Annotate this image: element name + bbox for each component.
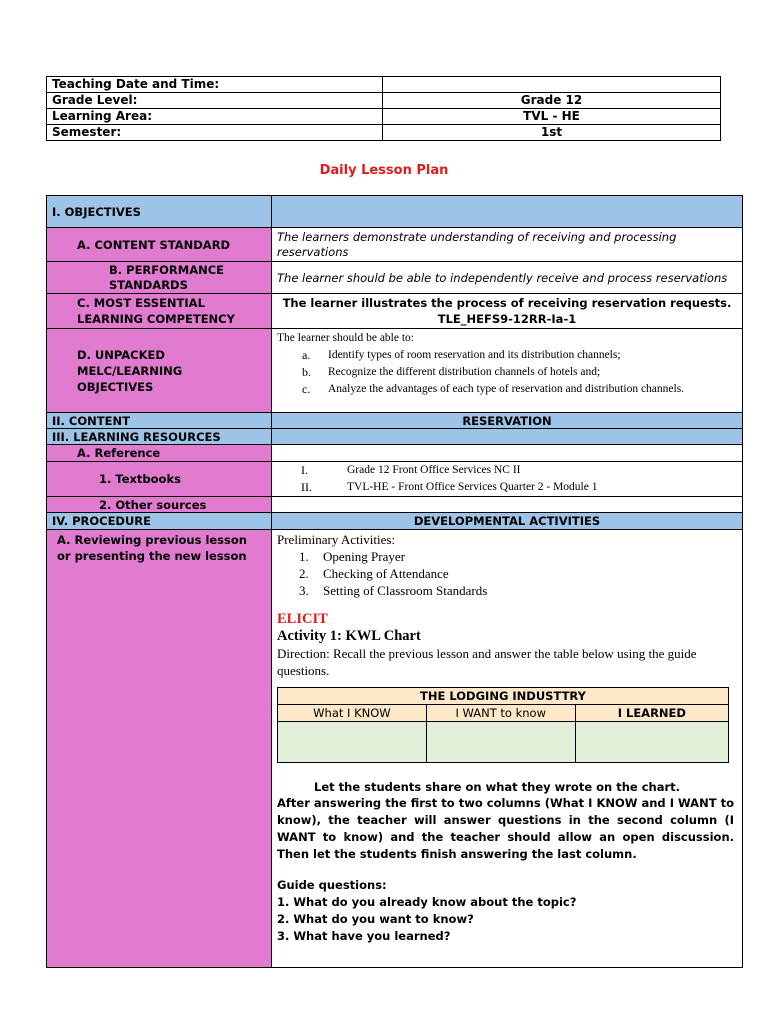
step-a-cell — [272, 530, 743, 968]
content-heading: II. CONTENT — [47, 413, 272, 429]
procedure-heading: IV. PROCEDURE — [47, 513, 272, 530]
semester-label: Semester: — [47, 125, 383, 141]
kwl-header-row — [278, 705, 729, 722]
date-label: Teaching Date and Time: — [47, 77, 383, 93]
guide-question: 3. What have you learned? — [277, 929, 451, 943]
step-a-row — [47, 530, 743, 968]
content-row — [47, 413, 743, 429]
guide-heading: Guide questions: — [277, 878, 387, 892]
resources-heading: III. LEARNING RESOURCES — [47, 429, 272, 445]
area-value: TVL - HE — [383, 109, 721, 125]
melc-code: TLE_HEFS9-12RR-Ia-1 — [437, 312, 577, 326]
unpacked-item: b. Recognize the different distribution channels of hotels and; — [302, 365, 601, 379]
textbook-item: I. Grade 12 Front Office Services NC II — [301, 463, 521, 477]
other-sources-row — [47, 497, 743, 513]
content-standard-text: The learners demonstrate understanding of receiving and processing reservations — [272, 228, 743, 262]
kwl-title-row — [278, 688, 729, 705]
kwl-cell-know[interactable] — [278, 722, 427, 763]
kwl-col-know: What I KNOW — [278, 705, 427, 722]
procedure-row — [47, 513, 743, 530]
unpacked-intro: The learner should be able to: — [277, 332, 414, 344]
activity-direction: Direction: Recall the previous lesson and answer the table below using the guide questions. — [277, 646, 697, 678]
textbooks-row — [47, 462, 743, 497]
reference-blank — [272, 445, 743, 462]
header-row-semester — [47, 125, 721, 141]
share-instruction: Let the students share on what they wrote on the chart. — [314, 780, 681, 794]
semester-value: 1st — [383, 125, 721, 141]
header-row-date — [47, 77, 721, 93]
textbooks-label: 1. Textbooks — [47, 462, 272, 497]
objectives-blank — [272, 196, 743, 228]
resources-row — [47, 429, 743, 445]
date-value — [383, 77, 721, 93]
resources-blank — [272, 429, 743, 445]
reference-label: A. Reference — [47, 445, 272, 462]
melc-label: C. MOST ESSENTIAL LEARNING COMPETENCY — [47, 294, 272, 329]
other-sources-blank — [272, 497, 743, 513]
textbook-item: II. TVL-HE - Front Office Services Quarter 2 - Module 1 — [301, 480, 598, 494]
activity-title: Activity 1: KWL Chart — [277, 628, 421, 644]
grade-value: Grade 12 — [383, 93, 721, 109]
area-label: Learning Area: — [47, 109, 383, 125]
objectives-row — [47, 196, 743, 228]
kwl-cell-want[interactable] — [426, 722, 575, 763]
elicit-heading: ELICIT — [277, 611, 328, 627]
content-value: RESERVATION — [272, 413, 743, 429]
kwl-col-want: I WANT to know — [426, 705, 575, 722]
unpacked-item: c. Analyze the advantages of each type of reservation and distribution channels. — [302, 382, 685, 396]
melc-cell — [272, 294, 743, 329]
preliminary-item: 2. Checking of Attendance — [299, 566, 449, 581]
content-standard-row — [47, 228, 743, 262]
kwl-chart — [277, 687, 729, 763]
kwl-cell-learned[interactable] — [575, 722, 728, 763]
melc-text: The learner illustrates the process of receiving reservation requests. — [282, 296, 732, 310]
melc-row — [47, 294, 743, 329]
grade-label: Grade Level: — [47, 93, 383, 109]
preliminary-item: 1. Opening Prayer — [299, 549, 405, 564]
activities-heading: DEVELOPMENTAL ACTIVITIES — [272, 513, 743, 530]
unpacked-label: D. UNPACKED MELC/LEARNING OBJECTIVES — [47, 329, 272, 413]
other-sources-label: 2. Other sources — [47, 497, 272, 513]
performance-standards-label: B. PERFORMANCE STANDARDS — [47, 262, 272, 294]
content-standard-label: A. CONTENT STANDARD — [47, 228, 272, 262]
unpacked-cell — [272, 329, 743, 413]
objectives-heading: I. OBJECTIVES — [47, 196, 272, 228]
header-info-table — [46, 76, 721, 141]
preliminary-item: 3. Setting of Classroom Standards — [299, 583, 488, 598]
step-a-label: A. Reviewing previous lesson or presenting the new lesson — [47, 530, 272, 968]
header-row-grade — [47, 93, 721, 109]
textbooks-cell — [272, 462, 743, 497]
performance-standards-row — [47, 262, 743, 294]
preliminary-heading: Preliminary Activities: — [277, 532, 396, 547]
lesson-plan-table — [46, 195, 743, 968]
after-instruction: After answering the first to two columns (What I KNOW and I WANT to know), the teacher will answer questions in the second column (I WANT to know) and the teacher should allow an open discussion. Then let the students finish answering the last column. — [277, 796, 734, 861]
kwl-col-learned: I LEARNED — [575, 705, 728, 722]
kwl-answer-row — [278, 722, 729, 763]
page-title: Daily Lesson Plan — [319, 163, 449, 178]
guide-question: 1. What do you already know about the topic? — [277, 895, 577, 909]
unpacked-row — [47, 329, 743, 413]
kwl-title: THE LODGING INDUSTTRY — [278, 688, 729, 705]
guide-question: 2. What do you want to know? — [277, 912, 474, 926]
reference-row — [47, 445, 743, 462]
unpacked-item: a. Identify types of room reservation and its distribution channels; — [302, 348, 621, 362]
performance-standards-text: The learner should be able to independently receive and process reservations — [272, 262, 743, 294]
header-row-area — [47, 109, 721, 125]
